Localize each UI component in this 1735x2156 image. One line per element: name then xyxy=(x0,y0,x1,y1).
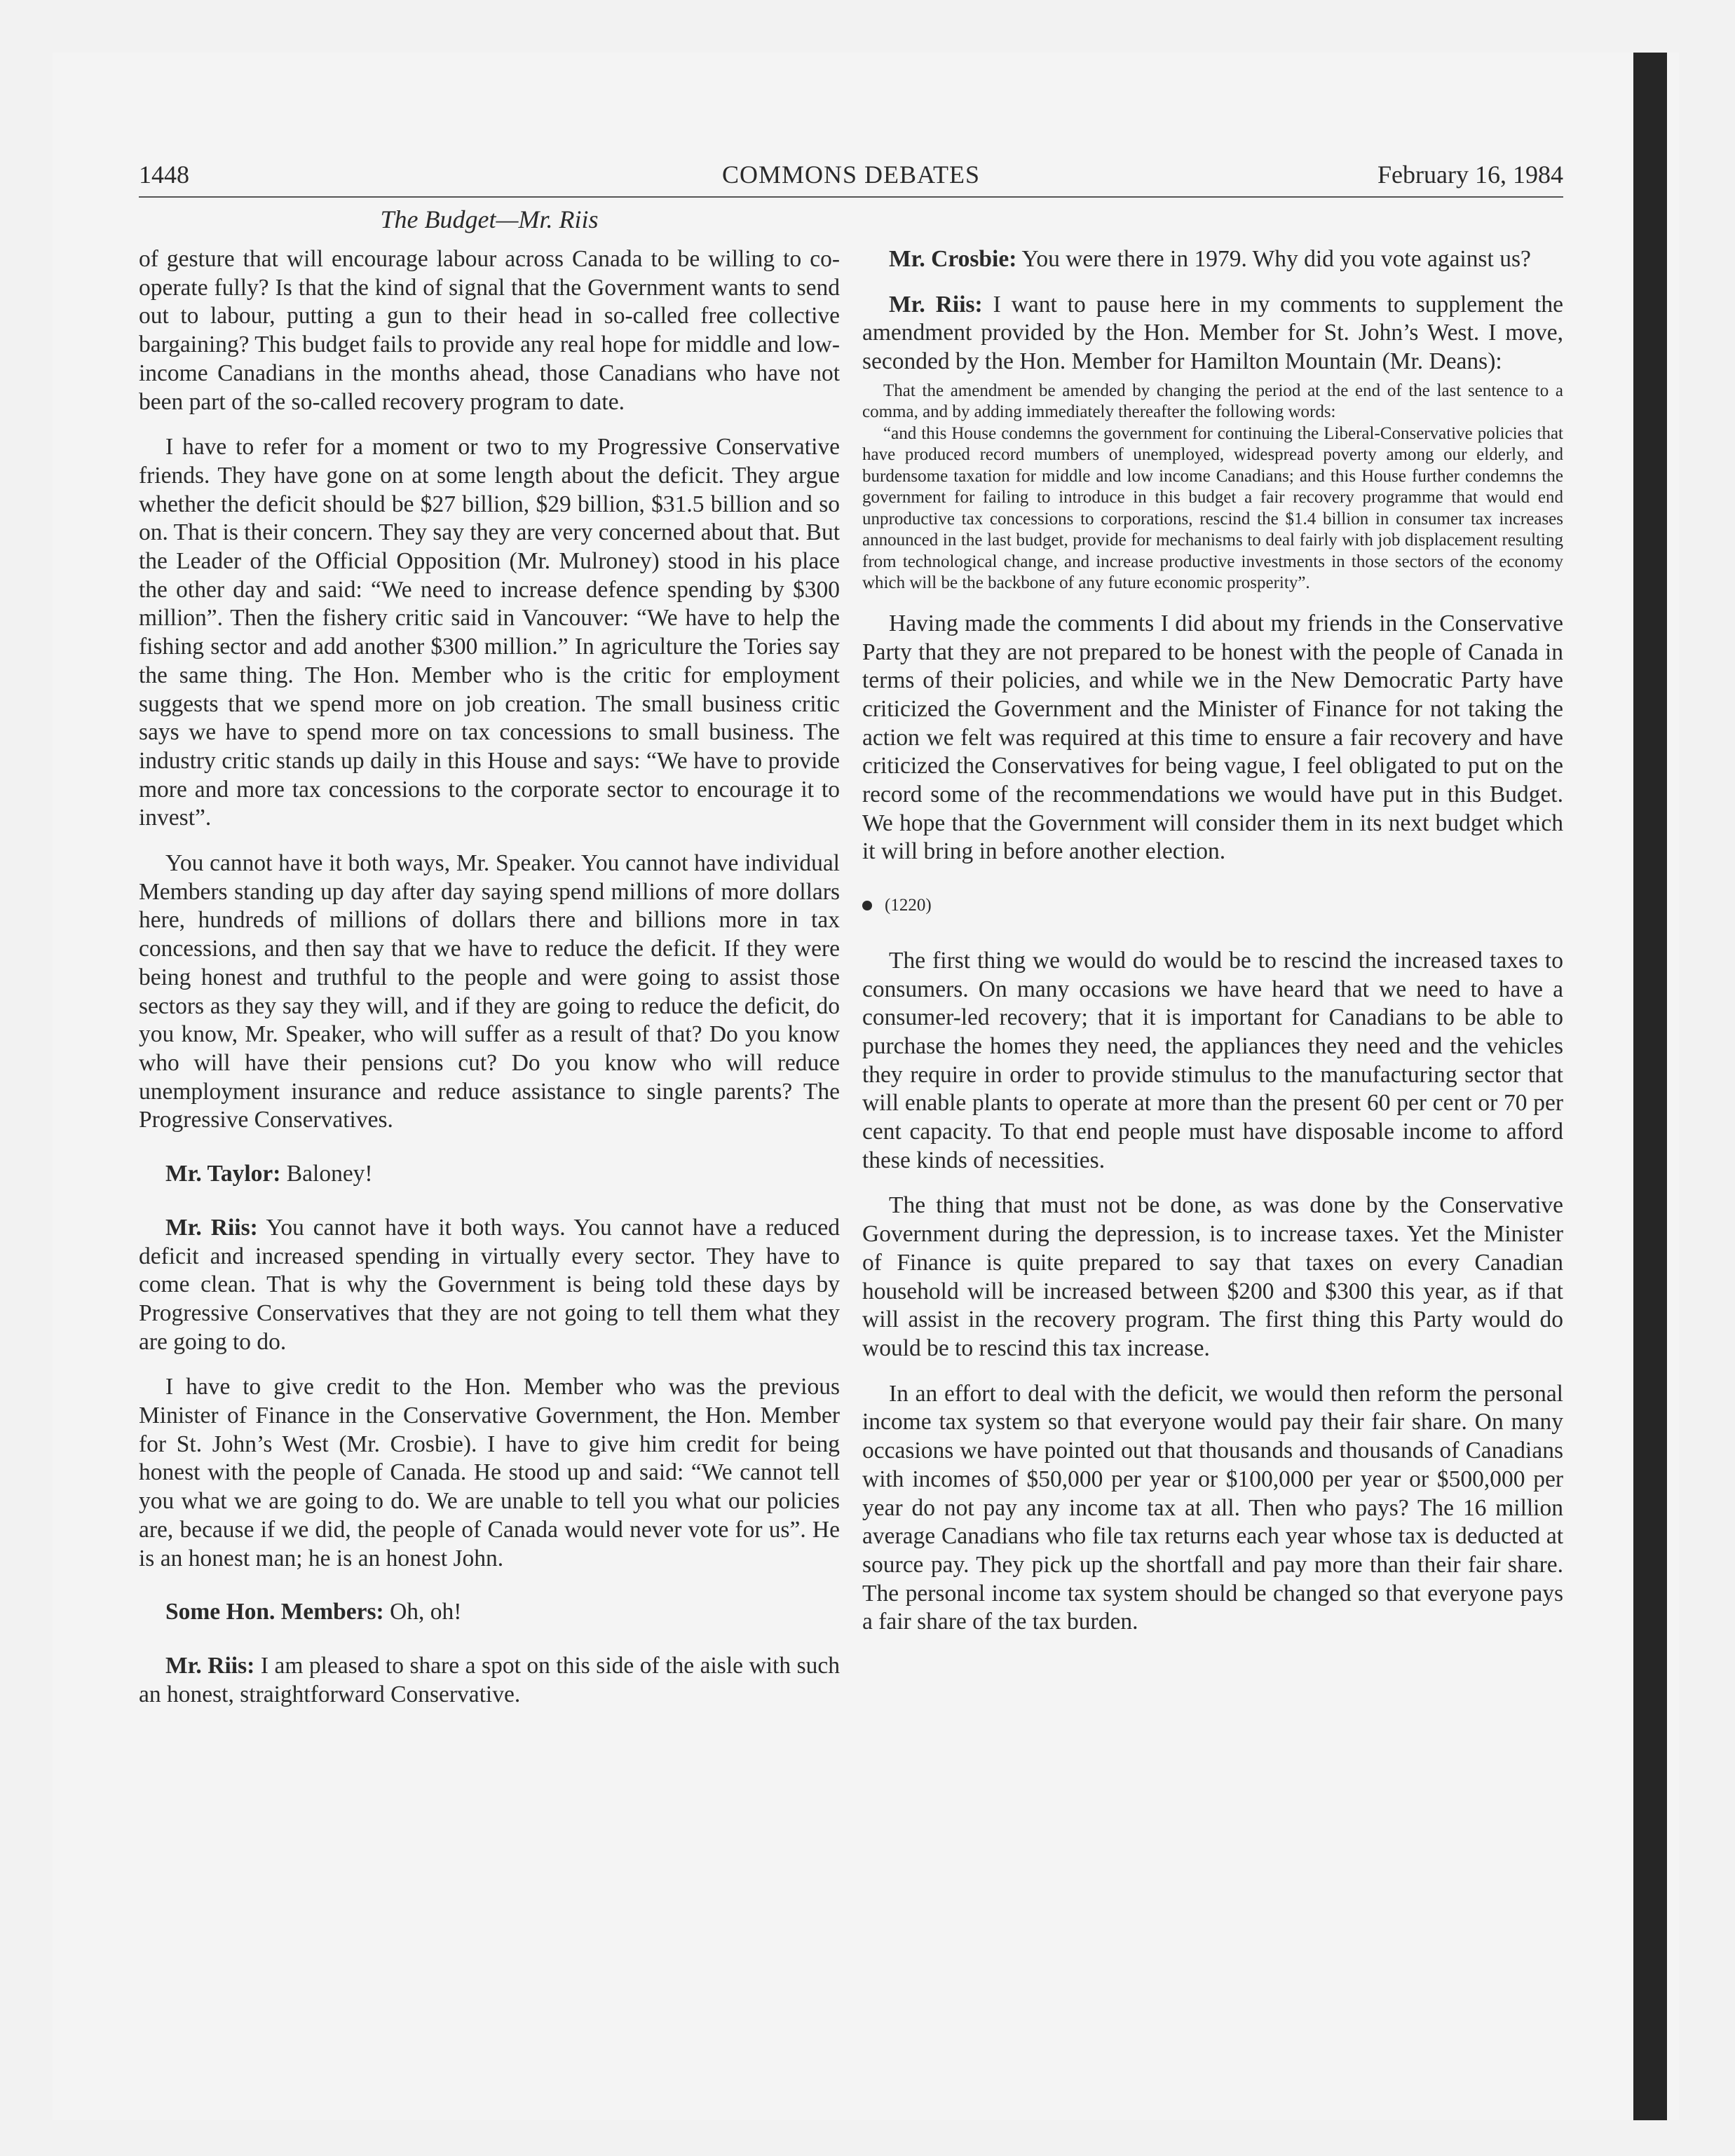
paragraph: The thing that must not be done, as was done by the Conservative Government during the depression, is to increase taxes. Yet the Minister of Finance is quite prepared to say that taxes on every Canadian household will be increased between $200 and $300 this year, as if that will assist in the recovery program. The first thing this Party would do would be to rescind this tax increase. xyxy=(862,1192,1563,1361)
time-label: (1220) xyxy=(885,896,932,915)
speech-text: Baloney! xyxy=(286,1161,373,1187)
speech-text: I am pleased to share a spot on this side of the aisle with such an honest, straightforward Conservative. xyxy=(139,1652,840,1707)
running-head: The Budget—Mr. Riis xyxy=(380,205,599,233)
speech-text: I want to pause here in my comments to supplement the amendment provided by the Hon. Member for St. John’s West. I move, seconded by the Hon. Member for Hamilton Mountain (Mr. Deans): xyxy=(862,291,1563,375)
speaker-name: Some Hon. Members: xyxy=(165,1599,384,1625)
left-column xyxy=(139,245,840,1726)
speaker-entry xyxy=(862,245,1563,274)
speaker-name: Mr. Riis: xyxy=(165,1214,258,1241)
paragraph: I have to refer for a moment or two to my Progressive Conservative friends. They have gone on at some length about the deficit. They argue whether the deficit should be $27 billion, $29 billion, $31.5 billion and so on. That is their concern. They say they are very concerned about that. But the Leader of the Official Opposition (Mr. Mulroney) stood in his place the other day and said: “We need to increase defence spending by $300 million”. Then the fishery critic said in Vancouver: “We have to help the fishing sector and add another $300 million.” In agriculture the Tories say the same thing. The Hon. Member who is the critic for employment suggests that we spend more on job creation. The small business critic says we have to spend more on tax concessions to small business. The industry critic stands up daily in this House and says: “We have to provide more and more tax concessions to the corporate sector to encourage it to invest”. xyxy=(139,434,840,831)
speaker-entry xyxy=(139,1214,840,1357)
paragraph: The first thing we would do would be to rescind the increased taxes to consumers. On many occasions we have heard that we need to have a consumer-led recovery; that it is important for Canadians to be able to purchase the homes they need, the appliances they need and the vehicles they require in order to provide stimulus to the manufacturing sector that will enable plants to operate at more than the present 60 per cent or 70 per cent capacity. To that end people must have disposable income to afford these kinds of necessities. xyxy=(862,947,1563,1173)
paragraph: In an effort to deal with the deficit, we would then reform the personal income tax system so that everyone would pay their fair share. On many occasions we have pointed out that thousands and thousands of Canadians with incomes of $50,000 per year or $100,000 per year or $500,000 per year do not pay any income tax at all. Then who pays? The 16 million average Canadians who file tax returns each year whose tax is deducted at source pay. They pick up the shortfall and pay more than their fair share. The personal income tax system should be changed so that everyone pays a fair share of the tax burden. xyxy=(862,1380,1563,1635)
motion-quote: “and this House condemns the government for continuing the Liberal-Conservative policies that have produced record mumbers of unemployed, widespread poverty among our elderly, and burdensome taxation for middle and low income Canadians; and this House further condemns the government for failing to introduce in this budget a fair recovery programme that would end unproductive tax concessions to corporations, rescind the $1.4 billion in consumer tax increases announced in the last budget, provide for mechanisms to deal fairly with job displacement resulting from technological change, and increase productive investments in those sectors of the economy which will be the backbone of any future economic prosperity”. xyxy=(862,423,1563,593)
paragraph: You cannot have it both ways, Mr. Speaker. You cannot have individual Members standing up day after day saying spend millions of more dollars here, hundreds of millions of dollars there and billions more in tax concessions, and then say that we have to reduce the deficit. If they were being honest and truthful to the people and were going to assist those sectors as they say they will, and if they are going to reduce the deficit, do you know, Mr. Speaker, who will suffer as a result of that? Do you know who will have their pensions cut? Do you know who will reduce unemployment insurance and reduce assistance to single parents? The Progressive Conservatives. xyxy=(139,850,840,1133)
speaker-entry xyxy=(139,1160,840,1189)
speaker-name: Mr. Taylor: xyxy=(165,1161,281,1187)
paragraph: I have to give credit to the Hon. Member who was the previous Minister of Finance in the Conservative Government, the Hon. Member for St. John’s West (Mr. Crosbie). I have to give him credit for being honest with the people of Canada. He stood up and said: “We cannot tell you what we are going to do. We are unable to tell you what our policies are, because if we did, the people of Canada would never vote for us”. He is an honest man; he is an honest John. xyxy=(139,1374,840,1571)
right-column xyxy=(862,245,1563,1653)
speaker-entry xyxy=(139,1598,840,1627)
speaker-name: Mr. Crosbie: xyxy=(889,246,1017,272)
binding-edge xyxy=(1633,53,1667,2120)
speech-text: You cannot have it both ways. You cannot have a reduced deficit and increased spending in virtually every sector. They have to come clean. That is why the Government is being told these days by Progressive Conservatives that they are not going to tell them what they are going to do. xyxy=(139,1214,840,1355)
page-number: 1448 xyxy=(139,161,189,189)
header-date: February 16, 1984 xyxy=(1377,161,1563,189)
speaker-name: Mr. Riis: xyxy=(165,1652,255,1679)
speech-text: Oh, oh! xyxy=(390,1599,462,1625)
speech-text: You were there in 1979. Why did you vote against us? xyxy=(1021,246,1531,272)
paragraph: Having made the comments I did about my friends in the Conservative Party that they are not prepared to be honest with the people of Canada in terms of their policies, and while we in the New Democratic Party have criticized the Government and the Minister of Finance for not taking the action we felt was required at this time to ensure a fair recovery and have criticized the Conservatives for being vague, I feel obligated to put on the record some of the recommendations we would have put in this Budget. We hope that the Government will consider them in its next budget which it will bring in before another election. xyxy=(862,610,1563,865)
time-marker xyxy=(862,892,1563,920)
paragraph: of gesture that will encourage labour across Canada to be willing to co-operate fully? Is that the kind of signal that the Government wants to send out to labour, putting a gun to their head in so-called free collective bargaining? This budget fails to provide any real hope for middle and low-income Canadians in the months ahead, those Canadians who have not been part of the so-called recovery program to date. xyxy=(139,246,840,415)
speaker-entry xyxy=(862,291,1563,376)
publication-title: COMMONS DEBATES xyxy=(721,161,981,189)
bullet-icon xyxy=(862,901,872,910)
motion-intro: That the amendment be amended by changing the period at the end of the last sentence to a comma, and by adding immediately thereafter the following words: xyxy=(862,381,1563,422)
speaker-entry xyxy=(139,1652,840,1709)
motion-text xyxy=(862,381,1563,594)
page-header xyxy=(139,160,1563,198)
speaker-name: Mr. Riis: xyxy=(889,291,983,318)
